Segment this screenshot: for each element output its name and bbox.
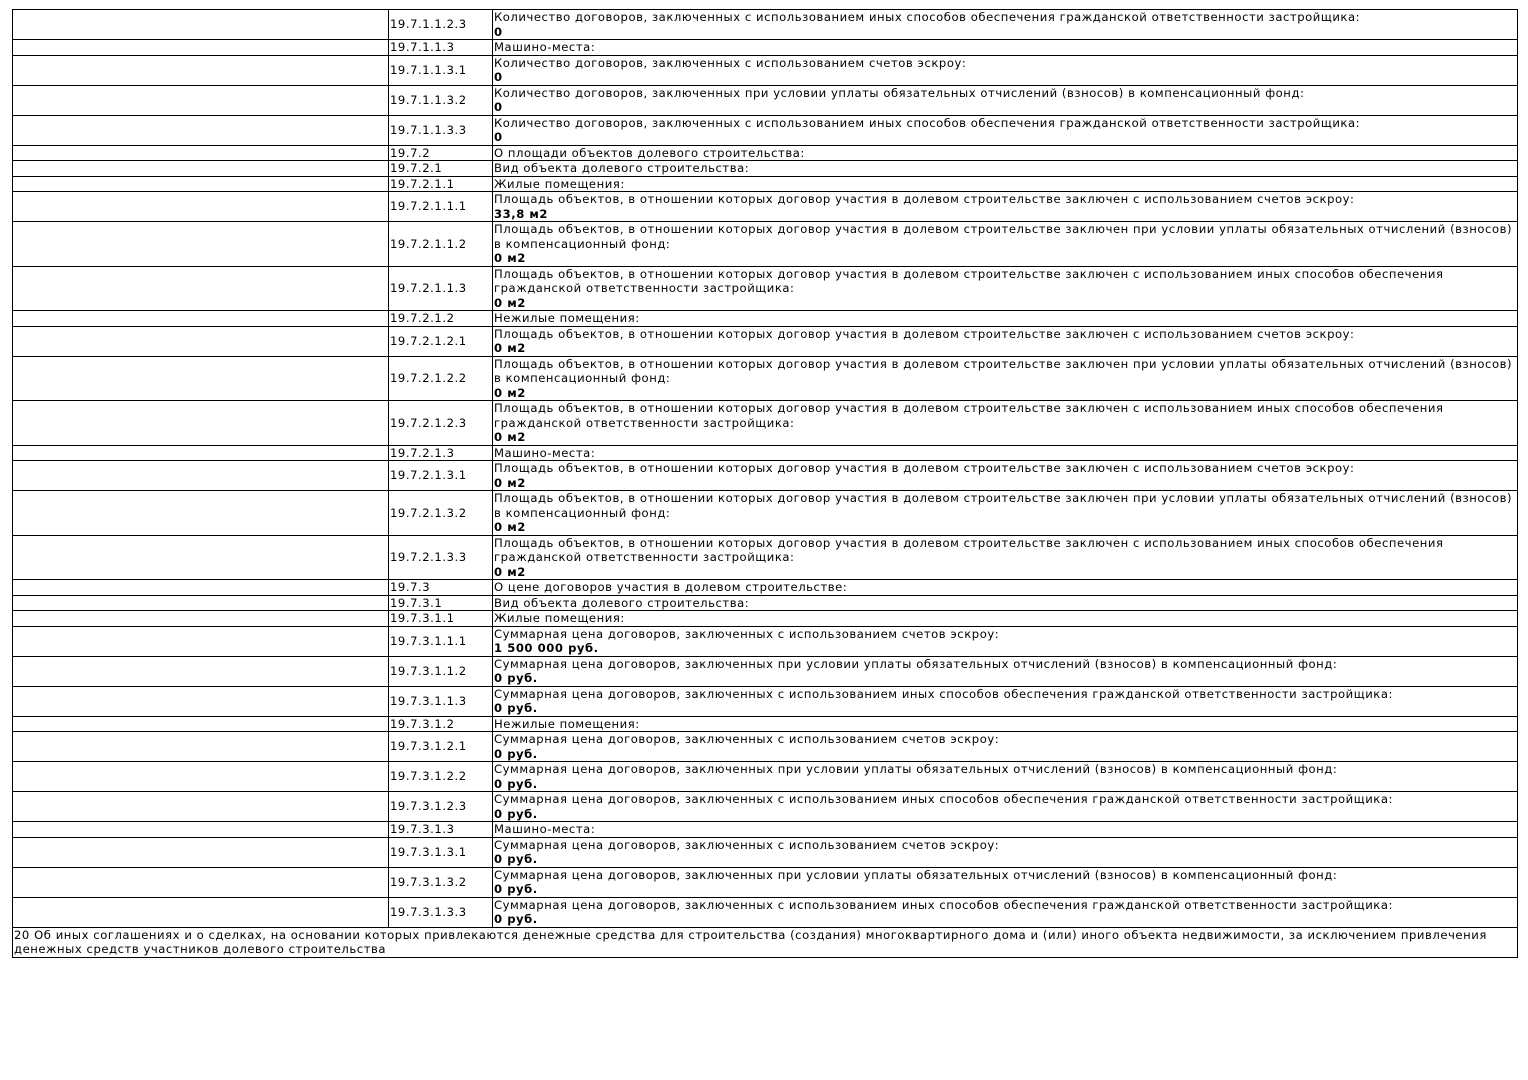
item-value: 1 500 000 руб. (494, 641, 599, 655)
item-code: 19.7.2.1 (389, 161, 493, 177)
section-20-heading: 20 Об иных соглашениях и о сделках, на основании которых привлекаются денежные средства для строительства (создания) многоквартирного дома и (или) иного объекта недвижимости, за исключением привлечения денежных средств участников долевого строительства (13, 927, 1518, 957)
item-code: 19.7.2.1.1.1 (389, 192, 493, 222)
item-code: 19.7.3.1.1.1 (389, 626, 493, 656)
item-question: Жилые помещения: (494, 611, 625, 625)
item-cell (493, 867, 1518, 897)
empty-cell (13, 822, 389, 838)
item-code: 19.7.3.1.2 (389, 716, 493, 732)
item-question: Нежилые помещения: (494, 716, 640, 731)
item-cell (493, 762, 1518, 792)
empty-cell (13, 176, 389, 192)
item-cell (493, 580, 1518, 596)
item-cell (493, 491, 1518, 536)
empty-cell (13, 115, 389, 145)
item-cell (493, 897, 1518, 927)
item-value: 33,8 м2 (494, 206, 549, 221)
table-row (13, 115, 1518, 145)
item-code: 19.7.3.1 (389, 595, 493, 611)
item-question: Нежилые помещения: (494, 311, 640, 325)
item-cell (493, 626, 1518, 656)
item-question: Площадь объектов, в отношении которых договор участия в долевом строительстве заключен с использованием иных способов обеспечения гражданской ответственности застройщика: (494, 535, 1444, 564)
table-row (13, 222, 1518, 267)
table-row (13, 145, 1518, 161)
item-cell (493, 222, 1518, 267)
item-question: Суммарная цена договоров, заключенных с использованием счетов эскроу: (494, 732, 1000, 746)
item-cell (493, 266, 1518, 311)
item-value: 0 м2 (494, 385, 526, 400)
table-row (13, 762, 1518, 792)
item-question: Суммарная цена договоров, заключенных с использованием счетов эскроу: (494, 837, 1000, 852)
item-question: Суммарная цена договоров, заключенных с использованием иных способов обеспечения гражданской ответственности застройщика: (494, 792, 1393, 806)
item-question: Площадь объектов, в отношении которых договор участия в долевом строительстве заключен с использованием иных способов обеспечения гражданской ответственности застройщика: (494, 266, 1444, 295)
item-code: 19.7.1.1.3.1 (389, 55, 493, 85)
item-value: 0 м2 (494, 475, 526, 490)
empty-cell (13, 85, 389, 115)
item-question: Вид объекта долевого строительства: (494, 161, 750, 175)
item-code: 19.7.2.1.2.1 (389, 326, 493, 356)
item-value: 0 руб. (494, 776, 538, 791)
item-cell (493, 732, 1518, 762)
item-cell (493, 10, 1518, 40)
item-question: Площадь объектов, в отношении которых договор участия в долевом строительстве заключен с использованием счетов эскроу: (494, 192, 1355, 206)
item-code: 19.7.2.1.3.1 (389, 461, 493, 491)
item-cell (493, 311, 1518, 327)
empty-cell (13, 145, 389, 161)
empty-cell (13, 656, 389, 686)
item-code: 19.7.3.1.1.3 (389, 686, 493, 716)
item-value: 0 (494, 130, 503, 144)
item-value: 0 м2 (494, 295, 526, 310)
item-value: 0 руб. (494, 671, 538, 685)
declaration-table (12, 9, 1518, 958)
item-value: 0 (494, 24, 503, 39)
empty-cell (13, 266, 389, 311)
item-value: 0 руб. (494, 806, 538, 821)
empty-cell (13, 401, 389, 446)
empty-cell (13, 626, 389, 656)
table-row (13, 897, 1518, 927)
item-question: Количество договоров, заключенных с использованием иных способов обеспечения гражданской ответственности застройщика: (494, 10, 1361, 24)
table-row (13, 10, 1518, 40)
item-question: О площади объектов долевого строительства: (494, 145, 805, 160)
item-question: Площадь объектов, в отношении которых договор участия в долевом строительстве заключен с использованием счетов эскроу: (494, 461, 1355, 475)
empty-cell (13, 326, 389, 356)
table-row (13, 535, 1518, 580)
table-row (13, 580, 1518, 596)
item-cell (493, 115, 1518, 145)
empty-cell (13, 311, 389, 327)
item-question: Жилые помещения: (494, 176, 625, 191)
item-question: Суммарная цена договоров, заключенных при условии уплаты обязательных отчислений (взносов) в компенсационный фонд: (494, 656, 1338, 671)
item-code: 19.7.2.1.2.3 (389, 401, 493, 446)
item-code: 19.7.3.1.3.1 (389, 837, 493, 867)
empty-cell (13, 445, 389, 461)
item-code: 19.7.2.1.1 (389, 176, 493, 192)
item-value: 0 м2 (494, 520, 526, 534)
table-row (13, 326, 1518, 356)
empty-cell (13, 161, 389, 177)
item-cell (493, 356, 1518, 401)
item-value: 0 (494, 70, 503, 84)
declaration-document (12, 9, 1517, 958)
table-row (13, 356, 1518, 401)
empty-cell (13, 40, 389, 56)
empty-cell (13, 491, 389, 536)
item-value: 0 руб. (494, 701, 538, 715)
item-question: Площадь объектов, в отношении которых договор участия в долевом строительстве заключен с использованием иных способов обеспечения гражданской ответственности застройщика: (494, 401, 1444, 430)
item-question: Количество договоров, заключенных с использованием иных способов обеспечения гражданской ответственности застройщика: (494, 115, 1361, 130)
item-code: 19.7.1.1.3.3 (389, 115, 493, 145)
item-cell (493, 145, 1518, 161)
item-code: 19.7.3.1.1 (389, 611, 493, 627)
item-code: 19.7.3.1.3.2 (389, 867, 493, 897)
item-cell (493, 792, 1518, 822)
item-cell (493, 716, 1518, 732)
item-cell (493, 192, 1518, 222)
item-cell (493, 40, 1518, 56)
item-code: 19.7.1.1.3.2 (389, 85, 493, 115)
empty-cell (13, 222, 389, 267)
table-row (13, 161, 1518, 177)
item-value: 0 (494, 100, 503, 114)
table-row (13, 491, 1518, 536)
item-code: 19.7.1.1.3 (389, 40, 493, 56)
item-code: 19.7.2 (389, 145, 493, 161)
empty-cell (13, 55, 389, 85)
table-row (13, 461, 1518, 491)
item-code: 19.7.3.1.2.2 (389, 762, 493, 792)
item-question: Количество договоров, заключенных при условии уплаты обязательных отчислений (взносов) в компенсационный фонд: (494, 85, 1305, 100)
empty-cell (13, 897, 389, 927)
item-code: 19.7.2.1.2.2 (389, 356, 493, 401)
item-code: 19.7.3.1.2.3 (389, 792, 493, 822)
item-question: Вид объекта долевого строительства: (494, 595, 750, 610)
item-value: 0 руб. (494, 746, 538, 761)
declaration-table-body (13, 10, 1518, 958)
section-20-row (13, 927, 1518, 957)
empty-cell (13, 192, 389, 222)
empty-cell (13, 762, 389, 792)
item-cell (493, 611, 1518, 627)
empty-cell (13, 867, 389, 897)
item-cell (493, 85, 1518, 115)
item-cell (493, 686, 1518, 716)
table-row (13, 867, 1518, 897)
item-code: 19.7.2.1.3.2 (389, 491, 493, 536)
item-code: 19.7.3 (389, 580, 493, 596)
item-question: Площадь объектов, в отношении которых договор участия в долевом строительстве заключен с использованием счетов эскроу: (494, 326, 1355, 341)
item-question: Количество договоров, заключенных с использованием счетов эскроу: (494, 55, 967, 70)
empty-cell (13, 535, 389, 580)
table-row (13, 837, 1518, 867)
table-row (13, 822, 1518, 838)
empty-cell (13, 356, 389, 401)
empty-cell (13, 686, 389, 716)
item-question: Суммарная цена договоров, заключенных при условии уплаты обязательных отчислений (взносов) в компенсационный фонд: (494, 762, 1338, 776)
item-code: 19.7.3.1.3 (389, 822, 493, 838)
item-cell (493, 656, 1518, 686)
table-row (13, 445, 1518, 461)
empty-cell (13, 461, 389, 491)
item-question: Суммарная цена договоров, заключенных с использованием счетов эскроу: (494, 626, 1000, 641)
item-cell (493, 161, 1518, 177)
item-value: 0 м2 (494, 251, 526, 265)
item-value: 0 м2 (494, 564, 526, 579)
table-row (13, 716, 1518, 732)
item-value: 0 руб. (494, 882, 538, 896)
item-code: 19.7.2.1.1.3 (389, 266, 493, 311)
item-cell (493, 837, 1518, 867)
empty-cell (13, 732, 389, 762)
table-row (13, 176, 1518, 192)
item-cell (493, 176, 1518, 192)
item-question: Площадь объектов, в отношении которых договор участия в долевом строительстве заключен при условии уплаты обязательных отчислений (взносов) в компенсационный фонд: (494, 491, 1513, 520)
item-code: 19.7.3.1.2.1 (389, 732, 493, 762)
table-row (13, 55, 1518, 85)
item-code: 19.7.2.1.1.2 (389, 222, 493, 267)
table-row (13, 686, 1518, 716)
table-row (13, 192, 1518, 222)
item-value: 0 руб. (494, 852, 538, 866)
empty-cell (13, 716, 389, 732)
item-code: 19.7.2.1.3.3 (389, 535, 493, 580)
item-question: Площадь объектов, в отношении которых договор участия в долевом строительстве заключен при условии уплаты обязательных отчислений (взносов) в компенсационный фонд: (494, 356, 1513, 385)
item-code: 19.7.1.1.2.3 (389, 10, 493, 40)
item-question: Площадь объектов, в отношении которых договор участия в долевом строительстве заключен при условии уплаты обязательных отчислений (взносов) в компенсационный фонд: (494, 222, 1513, 251)
item-cell (493, 461, 1518, 491)
item-question: О цене договоров участия в долевом строительстве: (494, 580, 848, 594)
item-value: 0 м2 (494, 341, 526, 355)
table-row (13, 595, 1518, 611)
item-cell (493, 445, 1518, 461)
item-question: Машино-места: (494, 40, 596, 54)
table-row (13, 792, 1518, 822)
table-row (13, 732, 1518, 762)
table-row (13, 401, 1518, 446)
table-row (13, 626, 1518, 656)
item-code: 19.7.2.1.3 (389, 445, 493, 461)
item-question: Машино-места: (494, 445, 596, 460)
empty-cell (13, 837, 389, 867)
table-row (13, 40, 1518, 56)
item-cell (493, 55, 1518, 85)
empty-cell (13, 792, 389, 822)
empty-cell (13, 595, 389, 611)
item-cell (493, 401, 1518, 446)
table-row (13, 85, 1518, 115)
item-cell (493, 535, 1518, 580)
item-code: 19.7.3.1.3.3 (389, 897, 493, 927)
empty-cell (13, 611, 389, 627)
item-question: Суммарная цена договоров, заключенных с использованием иных способов обеспечения гражданской ответственности застройщика: (494, 897, 1393, 912)
item-question: Суммарная цена договоров, заключенных при условии уплаты обязательных отчислений (взносов) в компенсационный фонд: (494, 867, 1338, 882)
item-question: Суммарная цена договоров, заключенных с использованием иных способов обеспечения гражданской ответственности застройщика: (494, 686, 1393, 701)
item-cell (493, 326, 1518, 356)
empty-cell (13, 580, 389, 596)
table-row (13, 311, 1518, 327)
item-question: Машино-места: (494, 822, 596, 836)
item-value: 0 руб. (494, 912, 538, 926)
item-cell (493, 822, 1518, 838)
item-code: 19.7.3.1.1.2 (389, 656, 493, 686)
item-cell (493, 595, 1518, 611)
empty-cell (13, 10, 389, 40)
item-value: 0 м2 (494, 430, 526, 444)
table-row (13, 266, 1518, 311)
table-row (13, 611, 1518, 627)
table-row (13, 656, 1518, 686)
item-code: 19.7.2.1.2 (389, 311, 493, 327)
